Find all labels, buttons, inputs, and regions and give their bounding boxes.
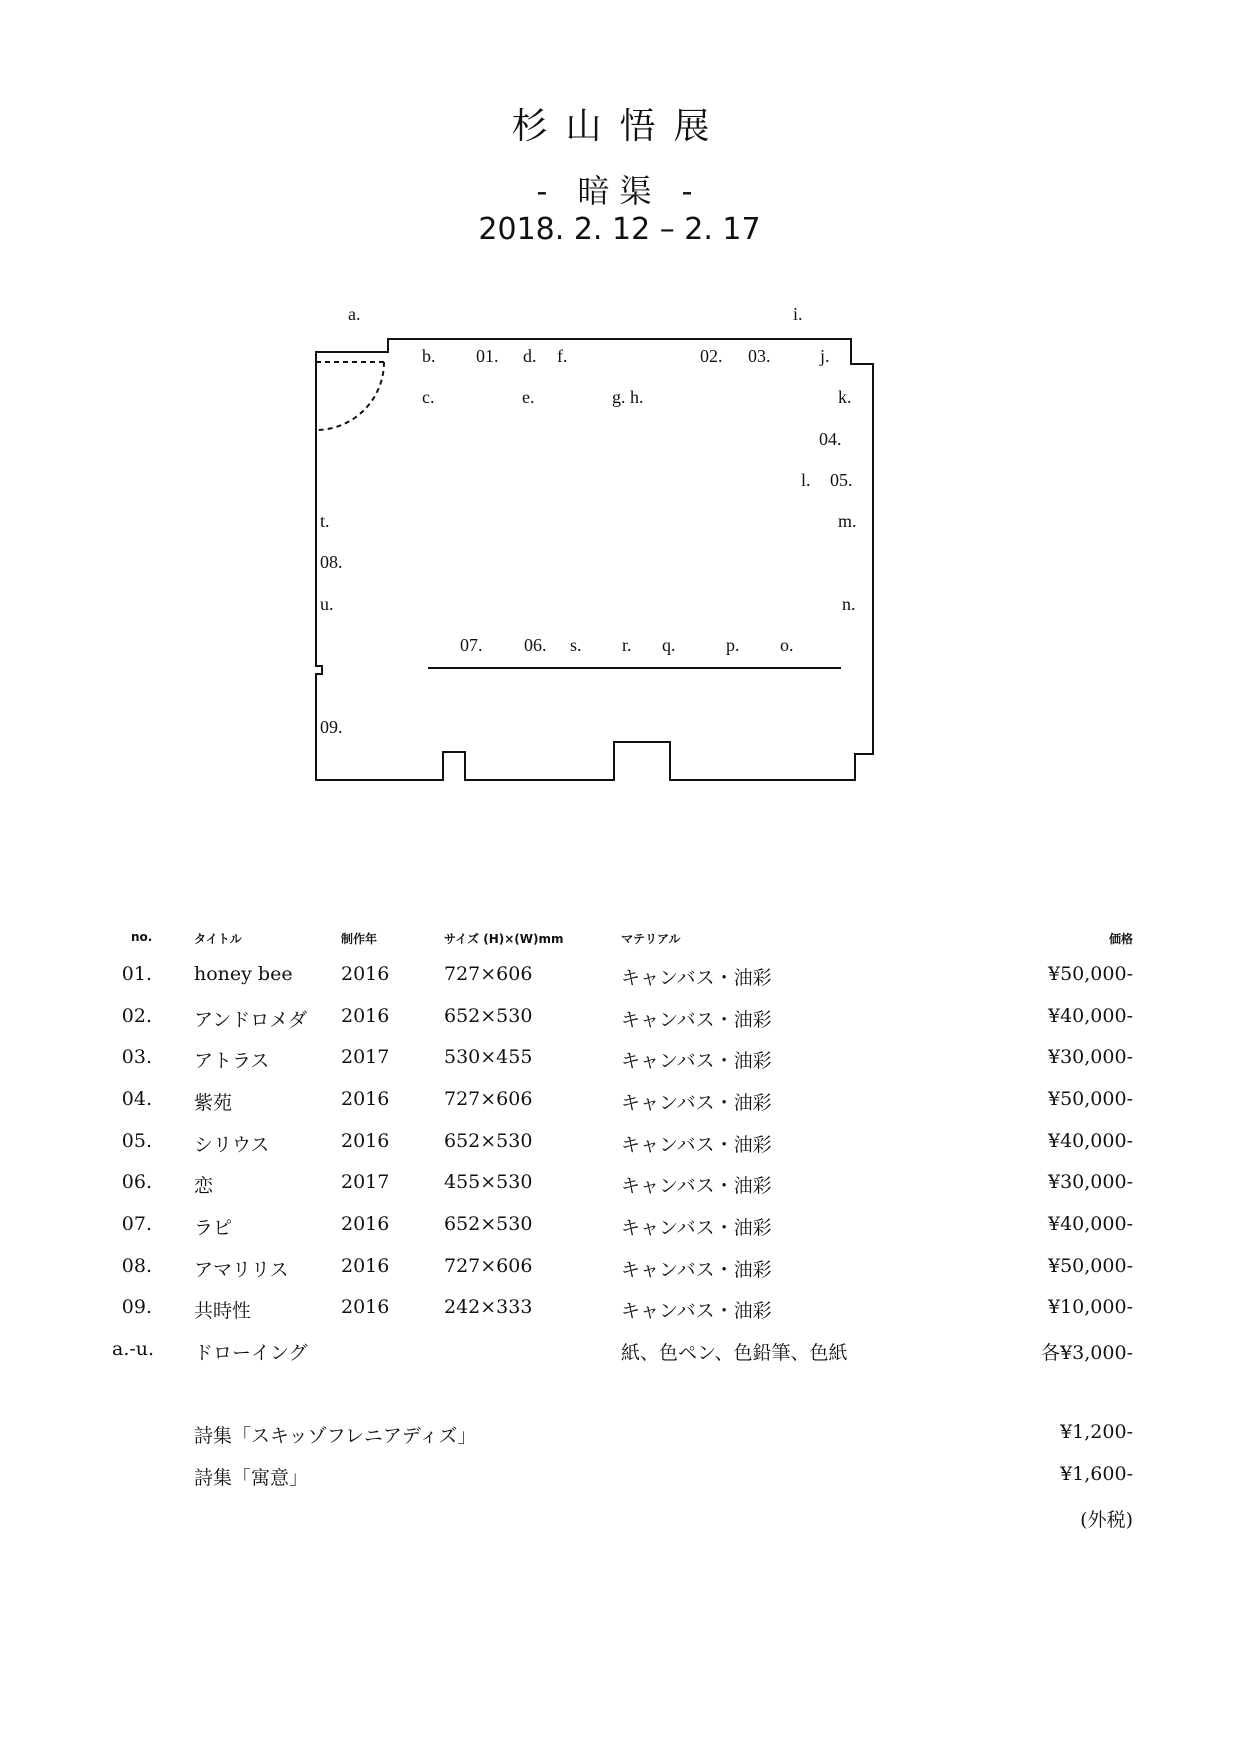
cell-title: シリウス <box>194 1134 270 1156</box>
cell-no: 04. <box>121 1088 152 1110</box>
cell-price: ¥50,000- <box>1048 1255 1133 1277</box>
cell-material: キャンバス・油彩 <box>621 1092 772 1114</box>
label-i: i. <box>793 304 803 324</box>
cell-title: 共時性 <box>194 1300 252 1322</box>
label-a: a. <box>348 304 361 324</box>
cell-year: 2016 <box>341 963 390 985</box>
cell-size: 727×606 <box>444 1088 533 1110</box>
cell-material: 紙、色ペン、色鉛筆、色紙 <box>621 1342 848 1364</box>
cell-year: 2016 <box>341 1005 390 1027</box>
book-price: ¥1,200- <box>1060 1421 1133 1443</box>
label-o: o. <box>780 635 794 655</box>
cell-no: a.-u. <box>112 1338 155 1360</box>
cell-year: 2017 <box>341 1046 390 1068</box>
cell-price: ¥40,000- <box>1048 1213 1133 1235</box>
book-title: 詩集「スキッゾフレニアディズ」 <box>194 1425 477 1447</box>
label-01: 01. <box>476 346 499 366</box>
cell-size: 530×455 <box>444 1046 533 1068</box>
cell-price: ¥40,000- <box>1048 1005 1133 1027</box>
label-c: c. <box>422 387 435 407</box>
label-t: t. <box>320 511 330 531</box>
label-l: l. <box>801 470 811 490</box>
exhibition-subtitle: - 暗渠 - <box>536 172 703 210</box>
label-b: b. <box>422 346 436 366</box>
cell-price: ¥10,000- <box>1048 1296 1133 1318</box>
cell-year: 2016 <box>341 1296 390 1318</box>
label-e: e. <box>522 387 535 407</box>
table-row <box>0 1046 1239 1086</box>
cell-price: ¥50,000- <box>1048 963 1133 985</box>
exhibition-dates: 2018. 2. 12 – 2. 17 <box>478 212 761 247</box>
cell-material: キャンバス・油彩 <box>621 1009 772 1031</box>
book-price: ¥1,600- <box>1060 1463 1133 1485</box>
label-d: d. <box>523 346 537 366</box>
cell-year: 2017 <box>341 1171 390 1193</box>
label-k: k. <box>838 387 852 407</box>
table-row <box>0 963 1239 1003</box>
table-row <box>0 1005 1239 1045</box>
cell-no: 03. <box>121 1046 152 1068</box>
cell-year: 2016 <box>341 1130 390 1152</box>
cell-no: 08. <box>121 1255 152 1277</box>
label-f: f. <box>557 346 568 366</box>
cell-no: 01. <box>121 963 152 985</box>
cell-year: 2016 <box>341 1088 390 1110</box>
header-no: no. <box>131 930 153 944</box>
cell-title: honey bee <box>194 963 293 985</box>
table-row <box>0 1088 1239 1128</box>
cell-no: 09. <box>121 1296 152 1318</box>
cell-size: 652×530 <box>444 1005 533 1027</box>
cell-no: 07. <box>121 1213 152 1235</box>
table-row <box>0 1171 1239 1211</box>
floor-plan <box>0 0 1239 800</box>
header-material: マテリアル <box>621 932 681 946</box>
label-s: s. <box>570 635 582 655</box>
header-price: 価格 <box>1108 932 1133 946</box>
label-u: u. <box>320 594 334 614</box>
label-09: 09. <box>320 717 343 737</box>
label-02: 02. <box>700 346 723 366</box>
cell-title: アマリリス <box>194 1259 289 1281</box>
cell-size: 242×333 <box>444 1296 533 1318</box>
cell-size: 455×530 <box>444 1171 533 1193</box>
floor-plan-walls <box>316 339 873 780</box>
label-04: 04. <box>819 429 842 449</box>
cell-material: キャンバス・油彩 <box>621 1050 772 1072</box>
label-06: 06. <box>524 635 547 655</box>
cell-size: 652×530 <box>444 1130 533 1152</box>
cell-material: キャンバス・油彩 <box>621 1175 772 1197</box>
label-q: q. <box>662 635 676 655</box>
door-swing <box>316 362 384 430</box>
book-title: 詩集「寓意」 <box>194 1467 309 1489</box>
cell-price: ¥30,000- <box>1048 1171 1133 1193</box>
cell-year: 2016 <box>341 1255 390 1277</box>
cell-title: 恋 <box>194 1175 214 1197</box>
cell-title: アトラス <box>194 1050 270 1072</box>
cell-year: 2016 <box>341 1213 390 1235</box>
label-r: r. <box>622 635 632 655</box>
cell-price: 各¥3,000- <box>1041 1342 1133 1364</box>
cell-no: 02. <box>121 1005 152 1027</box>
exhibition-title: 杉山悟展 <box>511 106 728 147</box>
cell-material: キャンバス・油彩 <box>621 1134 772 1156</box>
label-gh: g. h. <box>612 387 644 407</box>
cell-price: ¥30,000- <box>1048 1046 1133 1068</box>
label-07: 07. <box>460 635 483 655</box>
cell-title: ドローイング <box>194 1342 308 1364</box>
table-row <box>0 1213 1239 1253</box>
header-title: タイトル <box>194 932 242 946</box>
header-size: サイズ (H)×(W)mm <box>444 932 564 946</box>
cell-material: キャンバス・油彩 <box>621 1217 772 1239</box>
label-03: 03. <box>748 346 771 366</box>
cell-title: 紫苑 <box>194 1092 233 1114</box>
cell-material: キャンバス・油彩 <box>621 1259 772 1281</box>
table-row <box>0 1338 1239 1378</box>
cell-price: ¥50,000- <box>1048 1088 1133 1110</box>
label-08: 08. <box>320 552 343 572</box>
label-m: m. <box>838 511 857 531</box>
cell-no: 05. <box>121 1130 152 1152</box>
header-year: 制作年 <box>341 932 378 946</box>
cell-size: 652×530 <box>444 1213 533 1235</box>
table-row <box>0 1296 1239 1336</box>
table-row <box>0 1255 1239 1295</box>
cell-material: キャンバス・油彩 <box>621 1300 772 1322</box>
cell-title: アンドロメダ <box>194 1009 308 1031</box>
table-row <box>0 1130 1239 1170</box>
cell-title: ラピ <box>194 1217 233 1239</box>
label-05: 05. <box>830 470 853 490</box>
label-j: j. <box>820 346 830 366</box>
cell-material: キャンバス・油彩 <box>621 967 772 989</box>
cell-size: 727×606 <box>444 1255 533 1277</box>
cell-size: 727×606 <box>444 963 533 985</box>
label-n: n. <box>842 594 856 614</box>
cell-price: ¥40,000- <box>1048 1130 1133 1152</box>
tax-note: (外税) <box>1080 1509 1133 1531</box>
label-p: p. <box>726 635 740 655</box>
cell-no: 06. <box>121 1171 152 1193</box>
